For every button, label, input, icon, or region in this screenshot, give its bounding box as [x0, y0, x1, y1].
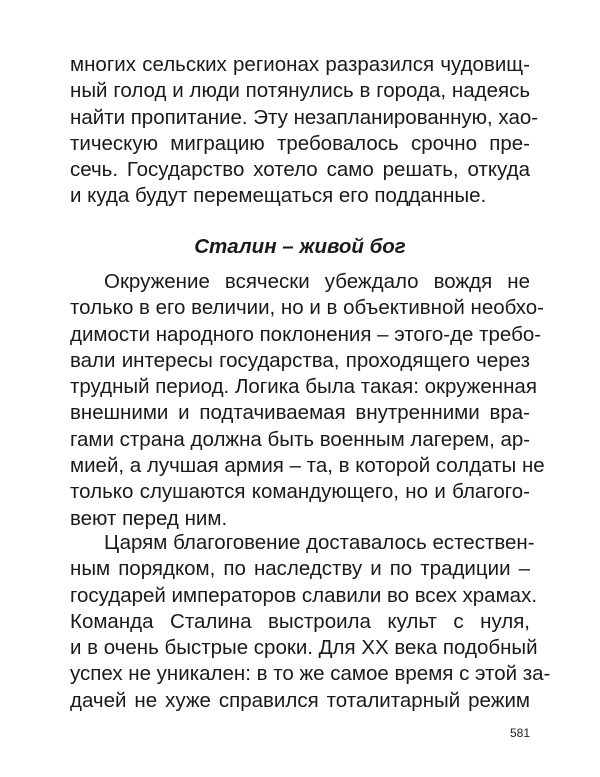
text-line: трудный период. Логика была такая: окруженная [70, 375, 537, 399]
text-line: вали интересы государства, проходящего через [70, 348, 530, 372]
paragraph-1 [70, 269, 545, 532]
text-line: многих сельских регионах разразился чудовищ- [70, 53, 530, 76]
text-line: Окружение всячески убеждало вождя не [104, 270, 530, 293]
text-line: и куда будут перемещаться его подданные. [70, 184, 487, 208]
text-line: государей императоров славили во всех храмах. [70, 583, 538, 607]
text-line: ный голод и люди потянулись в города, надеясь [70, 79, 530, 103]
text-line: димости народного поклонения – этого-де требо- [70, 322, 542, 346]
text-line: Команда Сталина выстроила культ с нуля, [70, 609, 530, 633]
section-heading: Сталин – живой бог [194, 235, 406, 258]
text-line: внешними и подтачиваемая внутренними вра- [70, 401, 530, 425]
text-line: только слушаются командующего, но и благого- [70, 480, 530, 504]
text-line: Царям благоговение доставалось естествен- [104, 531, 535, 554]
text-line: гами страна должна быть военным лагерем, ар- [70, 427, 531, 451]
text-line: успех не уникален: в то же самое время с этой за- [70, 662, 551, 686]
text-line: и в очень быстрые сроки. Для XX века подобный [70, 636, 538, 660]
text-line: найти пропитание. Эту незапланированную, хао- [70, 105, 539, 129]
text-line: тическую миграцию требовалось срочно пре- [70, 131, 530, 155]
text-line: веют перед ним. [70, 506, 228, 530]
text-line: ным порядком, по наследству и по традиции – [70, 557, 530, 581]
paragraph-intro [70, 52, 539, 210]
text-line: дачей не хуже справился тоталитарный режим [70, 688, 530, 712]
paragraph-2 [70, 530, 551, 714]
text-line: мией, а лучшая армия – та, в которой солдаты не [70, 454, 545, 478]
text-line: только в его величии, но и в объективной необхо- [70, 296, 544, 320]
text-line: сечь. Государство хотело само решать, откуда [70, 158, 530, 182]
page-number: 581 [509, 726, 530, 740]
